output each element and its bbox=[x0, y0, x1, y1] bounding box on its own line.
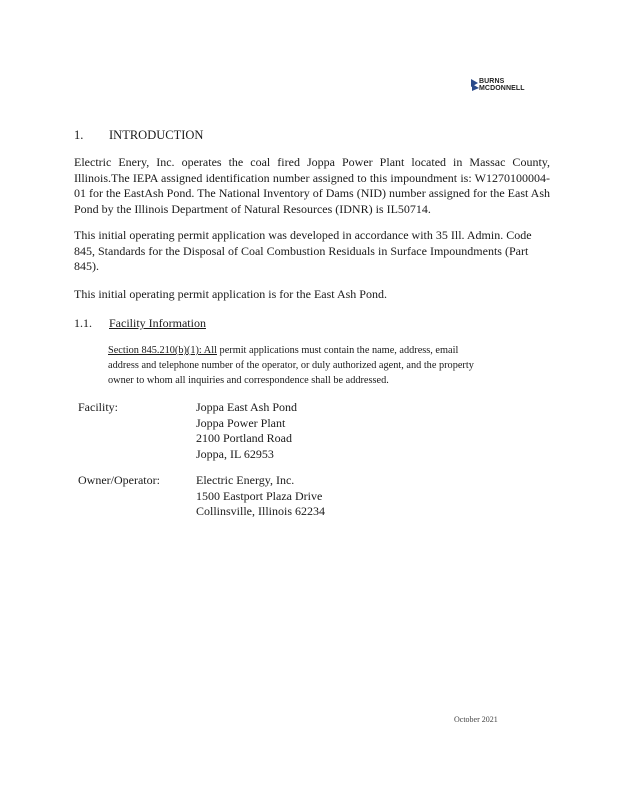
owner-address bbox=[196, 473, 325, 520]
section-heading bbox=[74, 128, 203, 143]
subsection-number: 1.1. bbox=[74, 316, 92, 330]
requirement-text bbox=[108, 343, 486, 388]
intro-paragraph-2: This initial operating permit application was developed in accordance with 35 Ill. Admin. Code 845, Standards for the Disposal of Coal Combustion Residuals in Surface Impoundments (Part 845). bbox=[74, 228, 532, 273]
facility-line: Joppa, IL 62953 bbox=[196, 446, 274, 461]
section-number: 1. bbox=[74, 128, 84, 142]
facility-label: Facility: bbox=[78, 400, 118, 414]
requirement-body: permit applications must contain the name, address, email address and telephone number of the operator, or duly authorized agent, and the property owner to whom all inquiries and correspondence shall be addressed. bbox=[108, 345, 474, 386]
subsection-heading bbox=[74, 316, 206, 331]
owner-label: Owner/Operator: bbox=[78, 473, 160, 487]
intro-paragraph-3: This initial operating permit application is for the East Ash Pond. bbox=[74, 287, 387, 301]
facility-line: Joppa East Ash Pond bbox=[196, 400, 298, 414]
section-title: INTRODUCTION bbox=[109, 128, 204, 142]
subsection-title: Facility Information bbox=[109, 316, 206, 330]
footer-date: October 2021 bbox=[454, 715, 498, 724]
logo-line-2: MCDONNELL bbox=[479, 85, 525, 92]
company-logo bbox=[470, 77, 536, 95]
facility-address bbox=[196, 400, 297, 462]
logo-line-1: BURNS bbox=[479, 78, 505, 85]
facility-line: 2100 Portland Road bbox=[196, 431, 292, 445]
owner-line: Collinsville, Illinois 62234 bbox=[196, 504, 326, 518]
owner-line: 1500 Eastport Plaza Drive bbox=[196, 488, 323, 503]
facility-line: Joppa Power Plant bbox=[196, 415, 286, 430]
requirement-reference: Section 845.210(b)(1): All bbox=[108, 345, 217, 356]
owner-line: Electric Energy, Inc. bbox=[196, 473, 295, 487]
intro-paragraph-1: Electric Enery, Inc. operates the coal fired Joppa Power Plant located in Massac County, Illinois.The IEPA assigned identification number assigned to this impoundment is: W1270100004-01 for the EastAsh Pond. The National Inventory of Dams (NID) number assigned for the East Ash Pond by the Illinois Department of Natural Resources (IDNR) is IL50714. bbox=[74, 155, 551, 216]
